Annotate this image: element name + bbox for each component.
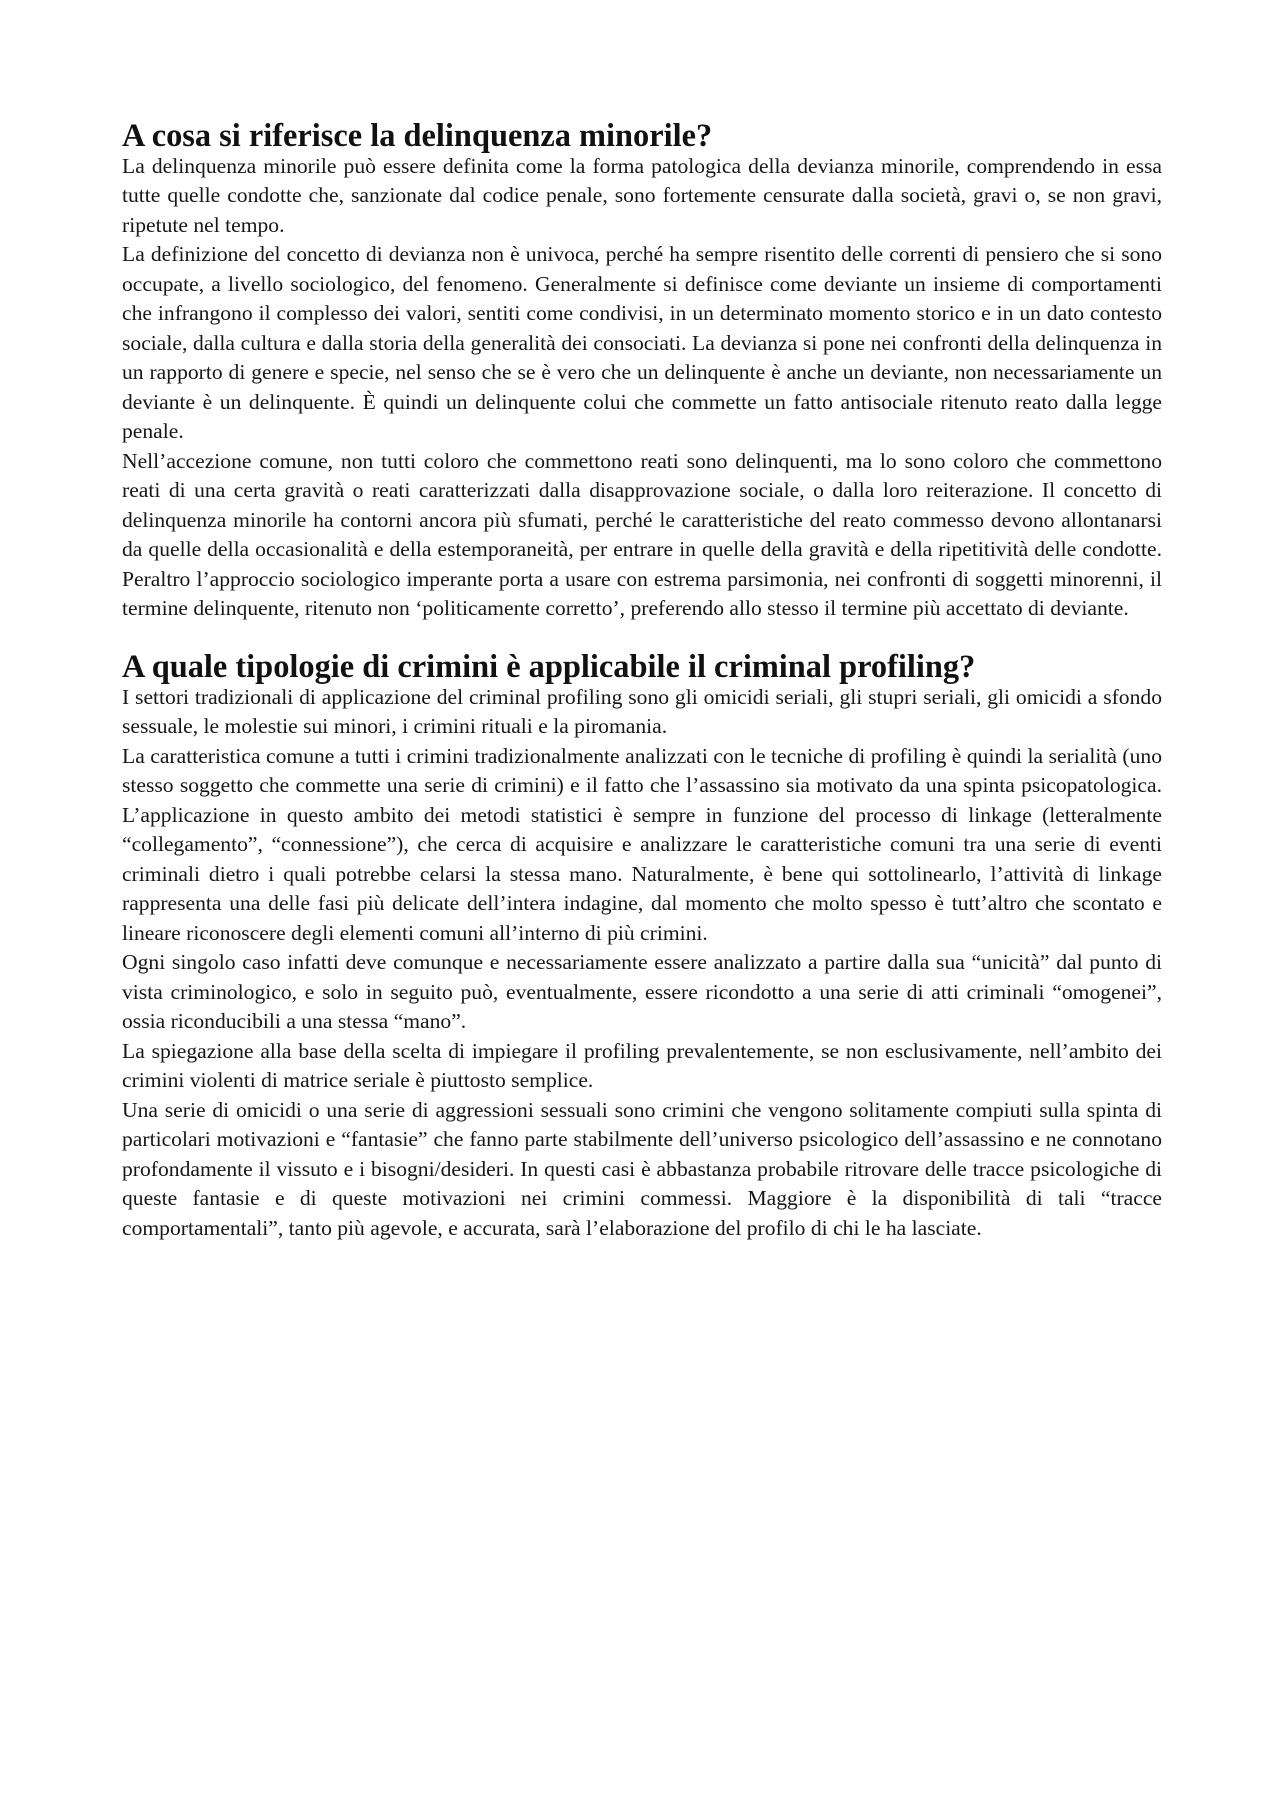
paragraph: I settori tradizionali di applicazione del criminal profiling sono gli omicidi seriali, gli stupri seriali, gli omicidi a sfondo sessuale, le molestie sui minori, i crimini rituali e la piromania. <box>122 684 1162 738</box>
section-heading: A quale tipologie di crimini è applicabile il criminal profiling? <box>122 649 976 685</box>
paragraph: Ogni singolo caso infatti deve comunque e necessariamente essere analizzato a partire dalla sua “unicità” dal punto di vista criminologico, e solo in seguito può, eventualmente, essere ricondotto a una serie di atti criminali “omogenei”, ossia riconducibili a una stessa “mano”. <box>122 950 1162 1033</box>
section-criminal-profiling <box>122 649 1162 1243</box>
paragraph: La delinquenza minorile può essere definita come la forma patologica della devianza minorile, comprendendo in essa tutte quelle condotte che, sanzionate dal codice penale, sono fortemente censurate dalla società, gravi o, se non gravi, ripetute nel tempo. <box>122 153 1162 237</box>
paragraph: Nell’accezione comune, non tutti coloro che commettono reati sono delinquenti, ma lo sono coloro che commettono reati di una certa gravità o reati caratterizzati dalla disapprovazione sociale, o dalla loro reiterazione. Il concetto di delinquenza minorile ha contorni ancora più sfumati, perché le caratteristiche del reato commesso devono allontanarsi da quelle della occasionalità e della estemporaneità, per entrare in quelle della gravità e della ripetitività delle condotte. Peraltro l’approccio sociologico imperante porta a usare con estrema parsimonia, nei confronti di soggetti minorenni, il termine delinquente, ritenuto non ‘politicamente corretto’, preferendo allo stesso il termine più accettato di deviante. <box>122 448 1162 620</box>
paragraph: Una serie di omicidi o una serie di aggressioni sessuali sono crimini che vengono solitamente compiuti sulla spinta di particolari motivazioni e “fantasie” che fanno parte stabilmente dell’universo psicologico dell’assassino e ne connotano profondamente il vissuto e i bisogni/desideri. In questi casi è abbastanza probabile ritrovare delle tracce psicologiche di queste fantasie e di queste motivazioni nei crimini commessi. Maggiore è la disponibilità di tali “tracce comportamentali”, tanto più agevole, e accurata, sarà l’elaborazione del profilo di chi le ha lasciate. <box>122 1097 1162 1240</box>
paragraph: La caratteristica comune a tutti i crimini tradizionalmente analizzati con le tecniche di profiling è quindi la serialità (uno stesso soggetto che commette una serie di crimini) e il fatto che l’assassino sia motivato da una spinta psicopatologica. L’applicazione in questo ambito dei metodi statistici è sempre in funzione del processo di linkage (letteralmente “collegamento”, “connessione”), che cerca di acquisire e analizzare le caratteristiche comuni tra una serie di eventi criminali dietro i quali potrebbe celarsi la stessa mano. Naturalmente, è bene qui sottolinearlo, l’attività di linkage rappresenta una delle fasi più delicate dell’intera indagine, dal momento che molto spesso è tutt’altro che scontato e lineare riconoscere degli elementi comuni all’interno di più crimini. <box>122 743 1162 945</box>
paragraph: La definizione del concetto di devianza non è univoca, perché ha sempre risentito delle correnti di pensiero che si sono occupate, a livello sociologico, del fenomeno. Generalmente si definisce come deviante un insieme di comportamenti che infrangono il complesso dei valori, sentiti come condivisi, in un determinato momento storico e in un dato contesto sociale, dalla cultura e dalla storia della generalità dei consociati. La devianza si pone nei confronti della delinquenza in un rapporto di genere e specie, nel senso che se è vero che un delinquente è anche un deviante, non necessariamente un deviante è un delinquente. È quindi un delinquente colui che commette un fatto antisociale ritenuto reato dalla legge penale. <box>122 242 1162 443</box>
document-body <box>122 118 1162 1243</box>
paragraph: La spiegazione alla base della scelta di impiegare il profiling prevalentemente, se non esclusivamente, nell’ambito dei crimini violenti di matrice seriale è piuttosto semplice. <box>122 1038 1162 1092</box>
section-heading: A cosa si riferisce la delinquenza minorile? <box>122 118 713 154</box>
section-juvenile-delinquency <box>122 118 1162 624</box>
